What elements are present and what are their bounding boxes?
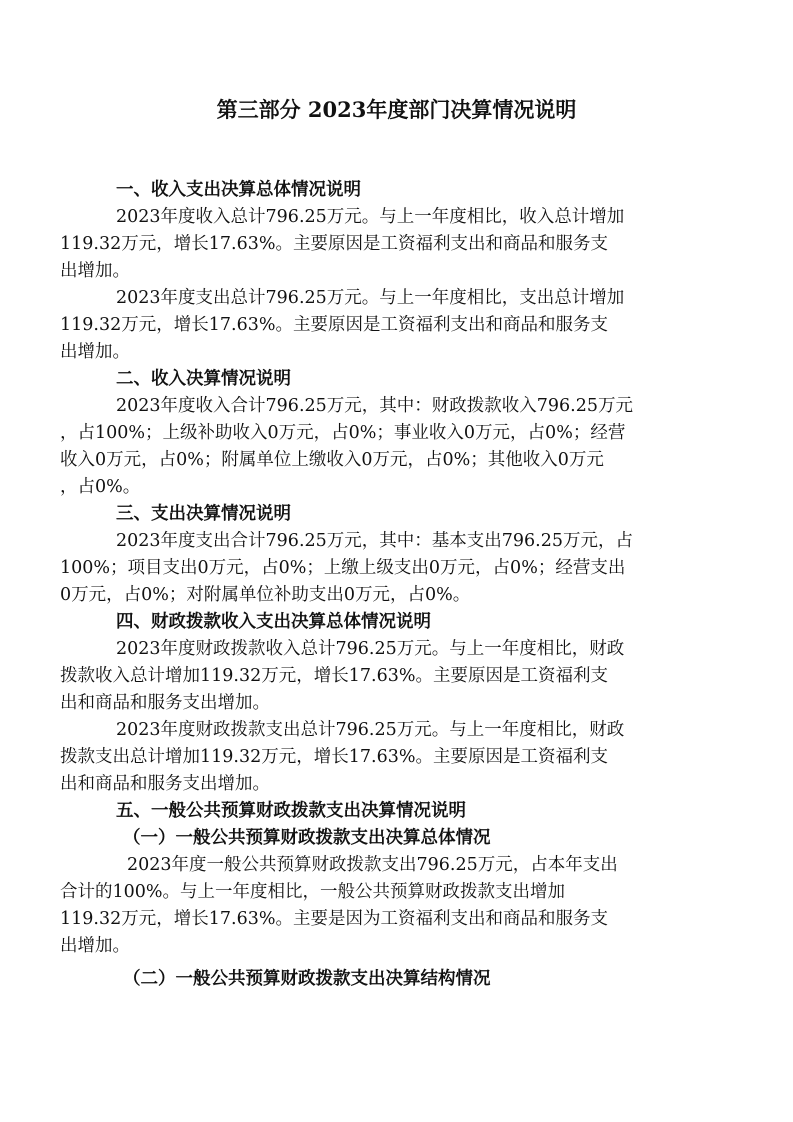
paragraph-line: 119.32万元，增长17.63%。主要原因是工资福利支出和商品和服务支 [60, 234, 608, 254]
paragraph-line: 2023年度收入合计796.25万元，其中：财政拨款收入796.25万元 [116, 396, 634, 416]
paragraph-line: 2023年度财政拨款收入总计796.25万元。与上一年度相比，财政 [116, 639, 625, 659]
paragraph-line: 2023年度支出总计796.25万元。与上一年度相比，支出总计增加 [116, 288, 625, 308]
subsection-heading-1: （一）一般公共预算财政拨款支出决算总体情况 [123, 828, 491, 848]
document-body [60, 177, 716, 993]
subsection-heading-2: （二）一般公共预算财政拨款支出决算结构情况 [123, 969, 491, 989]
paragraph-line: 出增加。 [60, 261, 130, 281]
page-title: 第三部分 2023年度部门决算情况说明 [216, 97, 577, 122]
paragraph-line: 拨款收入总计增加119.32万元，增长17.63%。主要原因是工资福利支 [60, 666, 608, 686]
section-heading-1: 一、收入支出决算总体情况说明 [116, 180, 361, 200]
paragraph-line: 100%；项目支出0万元，占0%；上缴上级支出0万元，占0%；经营支出 [60, 558, 626, 578]
paragraph-line: ，占0%。 [60, 477, 141, 497]
paragraph-line: 合计的100%。与上一年度相比，一般公共预算财政拨款支出增加 [60, 882, 566, 902]
paragraph-line: 收入0万元，占0%；附属单位上缴收入0万元，占0%；其他收入0万元 [60, 450, 604, 470]
paragraph-line: ，占100%；上级补助收入0万元，占0%；事业收入0万元，占0%；经营 [60, 423, 626, 443]
paragraph-line: 2023年度财政拨款支出总计796.25万元。与上一年度相比，财政 [116, 720, 625, 740]
section-heading-2: 二、收入决算情况说明 [116, 369, 291, 389]
paragraph-line: 出和商品和服务支出增加。 [60, 774, 270, 794]
section-heading-4: 四、财政拨款收入支出决算总体情况说明 [116, 612, 431, 632]
section-heading-5: 五、一般公共预算财政拨款支出决算情况说明 [116, 801, 466, 821]
paragraph-line: 119.32万元，增长17.63%。主要是因为工资福利支出和商品和服务支 [60, 909, 608, 929]
paragraph-line: 119.32万元，增长17.63%。主要原因是工资福利支出和商品和服务支 [60, 315, 608, 335]
paragraph-line: 拨款支出总计增加119.32万元，增长17.63%。主要原因是工资福利支 [60, 747, 608, 767]
paragraph-line: 出和商品和服务支出增加。 [60, 693, 270, 713]
paragraph-line: 2023年度支出合计796.25万元，其中：基本支出796.25万元，占 [116, 531, 634, 551]
paragraph-line: 2023年度一般公共预算财政拨款支出796.25万元，占本年支出 [127, 855, 618, 875]
paragraph-line: 0万元，占0%；对附属单位补助支出0万元，占0%。 [60, 585, 471, 605]
paragraph-line: 出增加。 [60, 342, 130, 362]
paragraph-line: 2023年度收入总计796.25万元。与上一年度相比，收入总计增加 [116, 207, 625, 227]
section-heading-3: 三、支出决算情况说明 [116, 504, 291, 524]
paragraph-line: 出增加。 [60, 936, 130, 956]
